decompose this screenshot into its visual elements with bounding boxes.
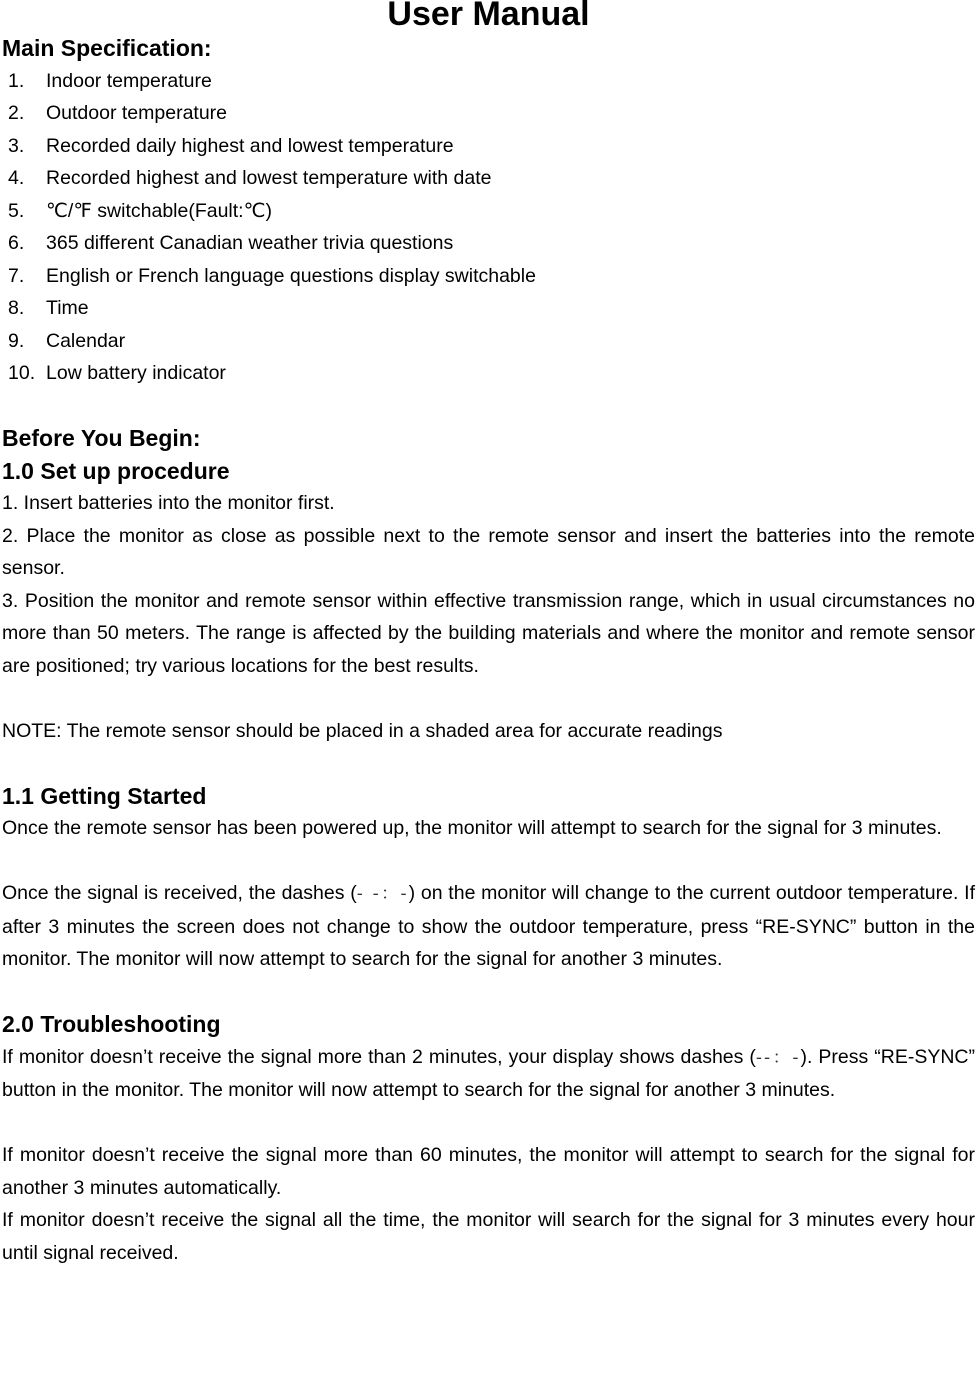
list-item-text: ℃/℉ switchable(Fault:℃) bbox=[46, 199, 272, 222]
list-item bbox=[2, 65, 975, 98]
list-item-number: 1. bbox=[8, 69, 25, 92]
page-title: User Manual bbox=[387, 0, 590, 33]
list-item-number: 6. bbox=[8, 232, 25, 254]
list-item-number: 5. bbox=[8, 199, 25, 222]
getting-started-para-1: Once the remote sensor has been powered up, the monitor will attempt to search for the signal for 3 minutes. bbox=[2, 817, 942, 839]
troubleshooting-para-2: If monitor doesn’t receive the signal more than 60 minutes, the monitor will attempt to search for the signal for another 3 minutes automatically. bbox=[2, 1144, 975, 1199]
text-segment: Once the signal is received, the dashes ( bbox=[2, 882, 357, 904]
list-item-text: Recorded daily highest and lowest temperature bbox=[46, 134, 454, 157]
spec-list bbox=[2, 65, 975, 390]
text-segment: ) on the monitor will change to the current outdoor temperature. If after 3 minutes the screen does not change to show the outdoor temperature, press “RE-SYNC” button in the monitor. The monitor will now attempt to search for the signal for another 3 minutes. bbox=[2, 882, 975, 970]
list-item-text: English or French language questions display switchable bbox=[46, 264, 536, 287]
list-item bbox=[2, 227, 975, 260]
setup-step-1: 1. Insert batteries into the monitor first. bbox=[2, 492, 335, 514]
list-item-text: Calendar bbox=[46, 329, 126, 352]
list-item-text: Indoor temperature bbox=[46, 69, 212, 92]
spacer bbox=[2, 1107, 975, 1140]
display-dashes: --：- bbox=[755, 1047, 801, 1068]
spacer bbox=[2, 976, 975, 1009]
list-item bbox=[2, 195, 975, 228]
before-you-begin-heading: Before You Begin: bbox=[2, 425, 201, 451]
list-item-text: Time bbox=[46, 297, 89, 319]
list-item-text: Recorded highest and lowest temperature with date bbox=[46, 167, 492, 189]
list-item-number: 10. bbox=[8, 362, 36, 384]
list-item bbox=[2, 292, 975, 325]
display-dashes: - -：- bbox=[356, 884, 409, 904]
list-item bbox=[2, 97, 975, 130]
main-spec-heading: Main Specification: bbox=[2, 35, 212, 61]
spacer bbox=[2, 390, 975, 423]
setup-step-3: 3. Position the monitor and remote sensor within effective transmission range, which in usual circumstances no more than 50 meters. The range is affected by the building materials and where the monitor and remote sensor are positioned; try various locations for the best results. bbox=[2, 589, 975, 677]
troubleshooting-para-3: If monitor doesn’t receive the signal all the time, the monitor will search for the signal for 3 minutes every hour until signal received. bbox=[2, 1209, 975, 1264]
text-segment: If monitor doesn’t receive the signal more than 2 minutes, your display shows dashes ( bbox=[2, 1045, 756, 1068]
getting-started-para-2 bbox=[2, 877, 975, 976]
spacer bbox=[2, 682, 975, 715]
list-item-number: 3. bbox=[8, 134, 25, 157]
list-item-number: 4. bbox=[8, 167, 25, 189]
list-item bbox=[2, 357, 975, 390]
list-item-number: 8. bbox=[8, 297, 25, 319]
getting-started-heading: 1.1 Getting Started bbox=[2, 782, 207, 809]
spacer bbox=[2, 747, 975, 780]
list-item-number: 9. bbox=[8, 329, 25, 352]
text-segment: ). Press “RE-SYNC” button in the monitor. The monitor will now attempt to search for the signal for another 3 minutes. bbox=[2, 1045, 975, 1101]
list-item-text: Low battery indicator bbox=[46, 362, 226, 384]
troubleshooting-para-1 bbox=[2, 1041, 975, 1107]
list-item bbox=[2, 325, 975, 358]
list-item bbox=[2, 260, 975, 293]
setup-procedure-heading: 1.0 Set up procedure bbox=[2, 457, 230, 484]
list-item bbox=[2, 162, 975, 195]
list-item bbox=[2, 130, 975, 163]
note-text: NOTE: The remote sensor should be placed in a shaded area for accurate readings bbox=[2, 719, 723, 742]
spacer bbox=[2, 845, 975, 878]
list-item-text: 365 different Canadian weather trivia questions bbox=[46, 232, 454, 254]
list-item-text: Outdoor temperature bbox=[46, 102, 228, 124]
troubleshooting-heading: 2.0 Troubleshooting bbox=[2, 1011, 221, 1037]
list-item-number: 7. bbox=[8, 264, 25, 287]
list-item-number: 2. bbox=[8, 102, 25, 124]
setup-step-2: 2. Place the monitor as close as possible next to the remote sensor and insert the batteries into the remote sensor. bbox=[2, 524, 975, 579]
